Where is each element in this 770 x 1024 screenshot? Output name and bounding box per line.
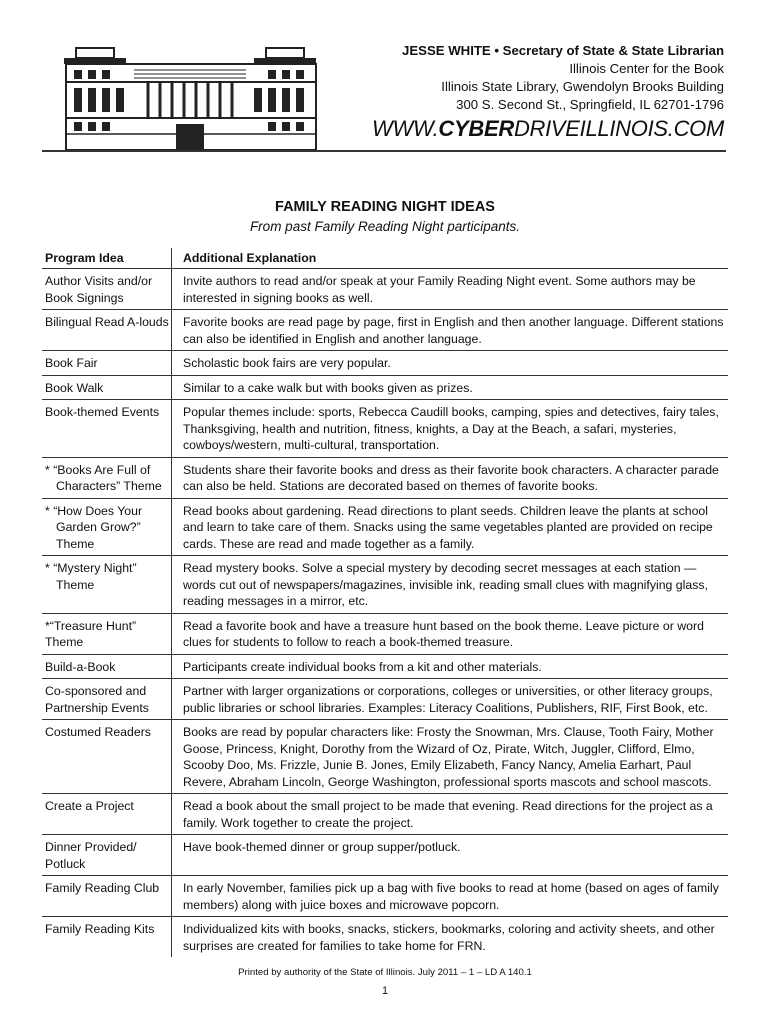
program-idea: *“Treasure Hunt” Theme: [45, 618, 137, 649]
table-row: [42, 400, 728, 458]
library-name: Illinois State Library, Gwendolyn Brooks Building: [441, 79, 724, 94]
program-idea: * “How Does Your Garden Grow?” Theme: [45, 503, 143, 551]
explanation: Popular themes include: sports, Rebecca Caudill books, camping, spies and detectives, fairy tales, Thanksgiving, health and nutrition, fitness, knights, a Day at the Beach, a safari, mysteries, cowboys/western, multi-cultural, transportation.: [171, 400, 728, 457]
table-row: [42, 556, 728, 614]
address: 300 S. Second St., Springfield, IL 62701-1796: [456, 97, 724, 112]
table-row: [42, 310, 728, 351]
website-link[interactable]: WWW.CYBERDRIVEILLINOIS.COM: [372, 116, 724, 141]
explanation: Read books about gardening. Read directions to plant seeds. Children leave the plants at school and learn to take care of them. Snacks using the same vegetables planted are provided on recipe cards. These are read and made together as a family.: [171, 499, 728, 556]
program-idea: Family Reading Kits: [45, 922, 155, 936]
table-row: [42, 499, 728, 557]
explanation: Partner with larger organizations or corporations, colleges or universities, or other literacy groups, public libraries or school libraries. Examples: Literacy Coalitions, Publishers, RIF, First Book, etc.: [171, 679, 728, 719]
explanation: Books are read by popular characters like: Frosty the Snowman, Mrs. Clause, Tooth Fairy, Mother Goose, Princess, Knight, Dorothy from the Wizard of Oz, Pirate, Witch, Juggler, Clifford, Elmo, Scooby Doo, Ms. Frizzle, Junie B. Jones, Emily Elizabeth, Fancy Nancy, Amelia Earhart, Paul Revere, Abraham Lincoln, George Washington, professional sports mascots and school mascots.: [171, 720, 728, 793]
program-idea: Book Fair: [45, 356, 98, 370]
table-row: [42, 876, 728, 917]
table-row: [42, 376, 728, 401]
program-idea: Create a Project: [45, 799, 134, 813]
table-row: [42, 458, 728, 499]
program-idea: Costumed Readers: [45, 725, 151, 739]
table-row: [42, 679, 728, 720]
center-name: Illinois Center for the Book: [569, 61, 724, 76]
letterhead-text: [372, 42, 724, 142]
explanation: Read a favorite book and have a treasure hunt based on the book theme. Leave picture or word clues for students to follow to reach a book-themed treasure.: [171, 614, 728, 654]
program-idea: Book-themed Events: [45, 405, 160, 419]
explanation: Invite authors to read and/or speak at your Family Reading Night event. Some authors may be interested in signing books as well.: [171, 269, 728, 309]
explanation: Read mystery books. Solve a special mystery by decoding secret messages at each station — words cut out of newspapers/magazines, invisible ink, reading small clues with magnifying glass, reading messages in a mirror, etc.: [171, 556, 728, 613]
table-header: [42, 248, 728, 269]
ideas-table: [42, 248, 728, 957]
explanation: In early November, families pick up a bag with five books to read at home (based on ages of family members) along with juice boxes and microwave popcorn.: [171, 876, 728, 916]
explanation: Individualized kits with books, snacks, stickers, bookmarks, coloring and activity sheets, and other surprises are created for families to take home for FRN.: [171, 917, 728, 957]
table-row: [42, 720, 728, 794]
program-idea: Author Visits and/or Book Signings: [45, 274, 153, 305]
explanation: Favorite books are read page by page, first in English and then another language. Different stations can also be identified in English and another language.: [171, 310, 728, 350]
header-divider: [42, 150, 726, 152]
table-row: [42, 917, 728, 957]
program-idea: Book Walk: [45, 380, 104, 395]
table-row: [42, 655, 728, 680]
explanation: Students share their favorite books and dress as their favorite book characters. A character parade can also be held. Stations are decorated based on themes of favorite books.: [171, 458, 728, 498]
program-idea: Build-a-Book: [45, 659, 116, 674]
program-idea: * “Mystery Night” Theme: [45, 561, 137, 592]
column-header-explanation: Additional Explanation: [171, 248, 728, 268]
table-row: [42, 614, 728, 655]
table-row: [42, 794, 728, 835]
program-idea: Dinner Provided/ Potluck: [45, 840, 137, 871]
column-header-program-idea: Program Idea: [45, 251, 124, 265]
program-idea: * “Books Are Full of Characters” Theme: [45, 462, 162, 493]
letterhead: [42, 36, 726, 154]
table-row: [42, 351, 728, 376]
secretary-title: JESSE WHITE • Secretary of State & State Librarian: [402, 43, 724, 58]
program-idea: Bilingual Read A-louds: [45, 315, 169, 329]
explanation: Participants create individual books from a kit and other materials.: [171, 655, 728, 679]
document-subtitle: From past Family Reading Night participants.: [249, 219, 521, 234]
printing-notice: Printed by authority of the State of Illinois. July 2011 – 1 – LD A 140.1: [238, 967, 532, 978]
table-row: [42, 835, 728, 876]
table-row: [42, 269, 728, 310]
program-idea: Family Reading Club: [45, 881, 160, 895]
page-number: 1: [381, 985, 389, 997]
explanation: Have book-themed dinner or group supper/potluck.: [171, 835, 728, 875]
explanation: Similar to a cake walk but with books given as prizes.: [171, 376, 728, 400]
document-title: FAMILY READING NIGHT IDEAS: [275, 199, 495, 215]
library-building-logo: [56, 44, 326, 154]
explanation: Read a book about the small project to be made that evening. Read directions for the project as a family. Work together to create the project.: [171, 794, 728, 834]
explanation: Scholastic book fairs are very popular.: [171, 351, 728, 375]
program-idea: Co-sponsored and Partnership Events: [45, 684, 149, 715]
